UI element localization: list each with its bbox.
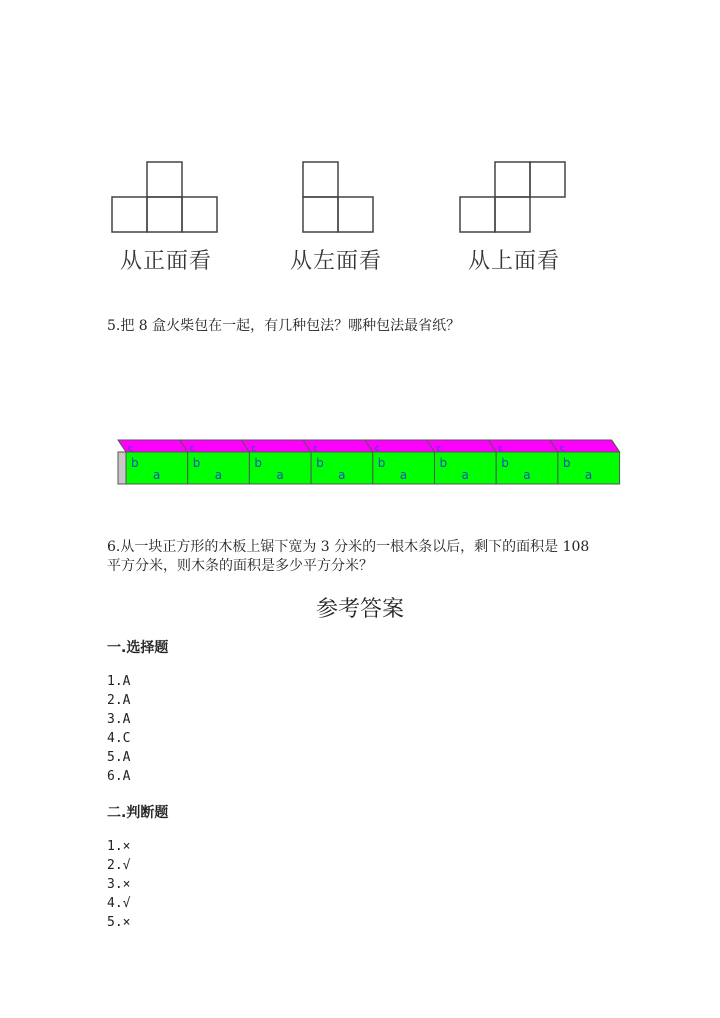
box-label-c: c (313, 444, 319, 454)
list-item: 5.× (107, 915, 131, 930)
matchbox-row-figure (112, 438, 624, 490)
front-view-square (112, 197, 147, 232)
front-view-square (182, 197, 217, 232)
box-label-b: b (254, 456, 263, 470)
box-label-c: c (498, 444, 504, 454)
top-view-square (460, 197, 495, 232)
box-label-a: a (338, 468, 346, 482)
box-label-a: a (276, 468, 284, 482)
list-item: 2.A (107, 693, 131, 708)
box-label-b: b (439, 456, 448, 470)
question-6-line-2: 平方分米，则木条的面积是多少平方分米？ (107, 558, 373, 574)
top-view-square (530, 162, 565, 197)
box-label-a: a (461, 468, 469, 482)
box-label-b: b (377, 456, 386, 470)
box-label-a: a (399, 468, 408, 482)
box-label-b: b (501, 456, 509, 470)
answers-title: 参考答案 (315, 597, 404, 622)
list-item: 4.√ (107, 896, 131, 911)
list-item: 3.× (107, 877, 131, 892)
box-label-c: c (374, 444, 380, 454)
box-label-c: c (128, 444, 133, 454)
front-view-square (147, 162, 182, 197)
box-label-a: a (523, 468, 531, 482)
section-judgment-heading: 二.判断题 (107, 805, 169, 821)
box-side-face (118, 452, 126, 484)
box-label-c: c (436, 444, 442, 454)
box-label-c: c (559, 444, 565, 454)
box-label-a: a (214, 468, 223, 482)
question-5-text: 5.把 8 盒火柴包在一起，有几种包法？哪种包法最省纸？ (107, 318, 461, 334)
list-item: 1.A (107, 674, 131, 689)
judgment-answer-list (107, 837, 130, 932)
left-view-square (303, 197, 338, 232)
section-choice-heading: 一.选择题 (107, 640, 169, 656)
question-6-line-1: 6.从一块正方形的木板上锯下宽为 3 分米的一根木条以后，剩下的面积是 108 (107, 539, 590, 555)
left-view-label: 从左面看 (290, 249, 383, 274)
top-view-square (495, 197, 530, 232)
box-label-c: c (189, 444, 195, 454)
front-view-square (147, 197, 182, 232)
top-view-square (495, 162, 530, 197)
box-label-b: b (562, 456, 571, 470)
front-view-label: 从正面看 (120, 249, 213, 274)
box-label-a: a (153, 468, 161, 482)
box-label-c: c (251, 444, 257, 454)
list-item: 1.× (107, 839, 131, 854)
left-view-square (303, 162, 338, 197)
list-item: 5.A (107, 750, 131, 765)
left-view-square (338, 197, 373, 232)
list-item: 6.A (107, 769, 131, 784)
list-item: 4.C (107, 731, 131, 746)
box-label-b: b (192, 456, 201, 470)
top-view-label: 从上面看 (468, 249, 561, 274)
box-label-b: b (131, 456, 139, 470)
list-item: 2.√ (107, 858, 131, 873)
choice-answer-list (107, 672, 130, 786)
box-label-a: a (584, 468, 593, 482)
list-item: 3.A (107, 712, 131, 727)
box-label-b: b (316, 456, 324, 470)
